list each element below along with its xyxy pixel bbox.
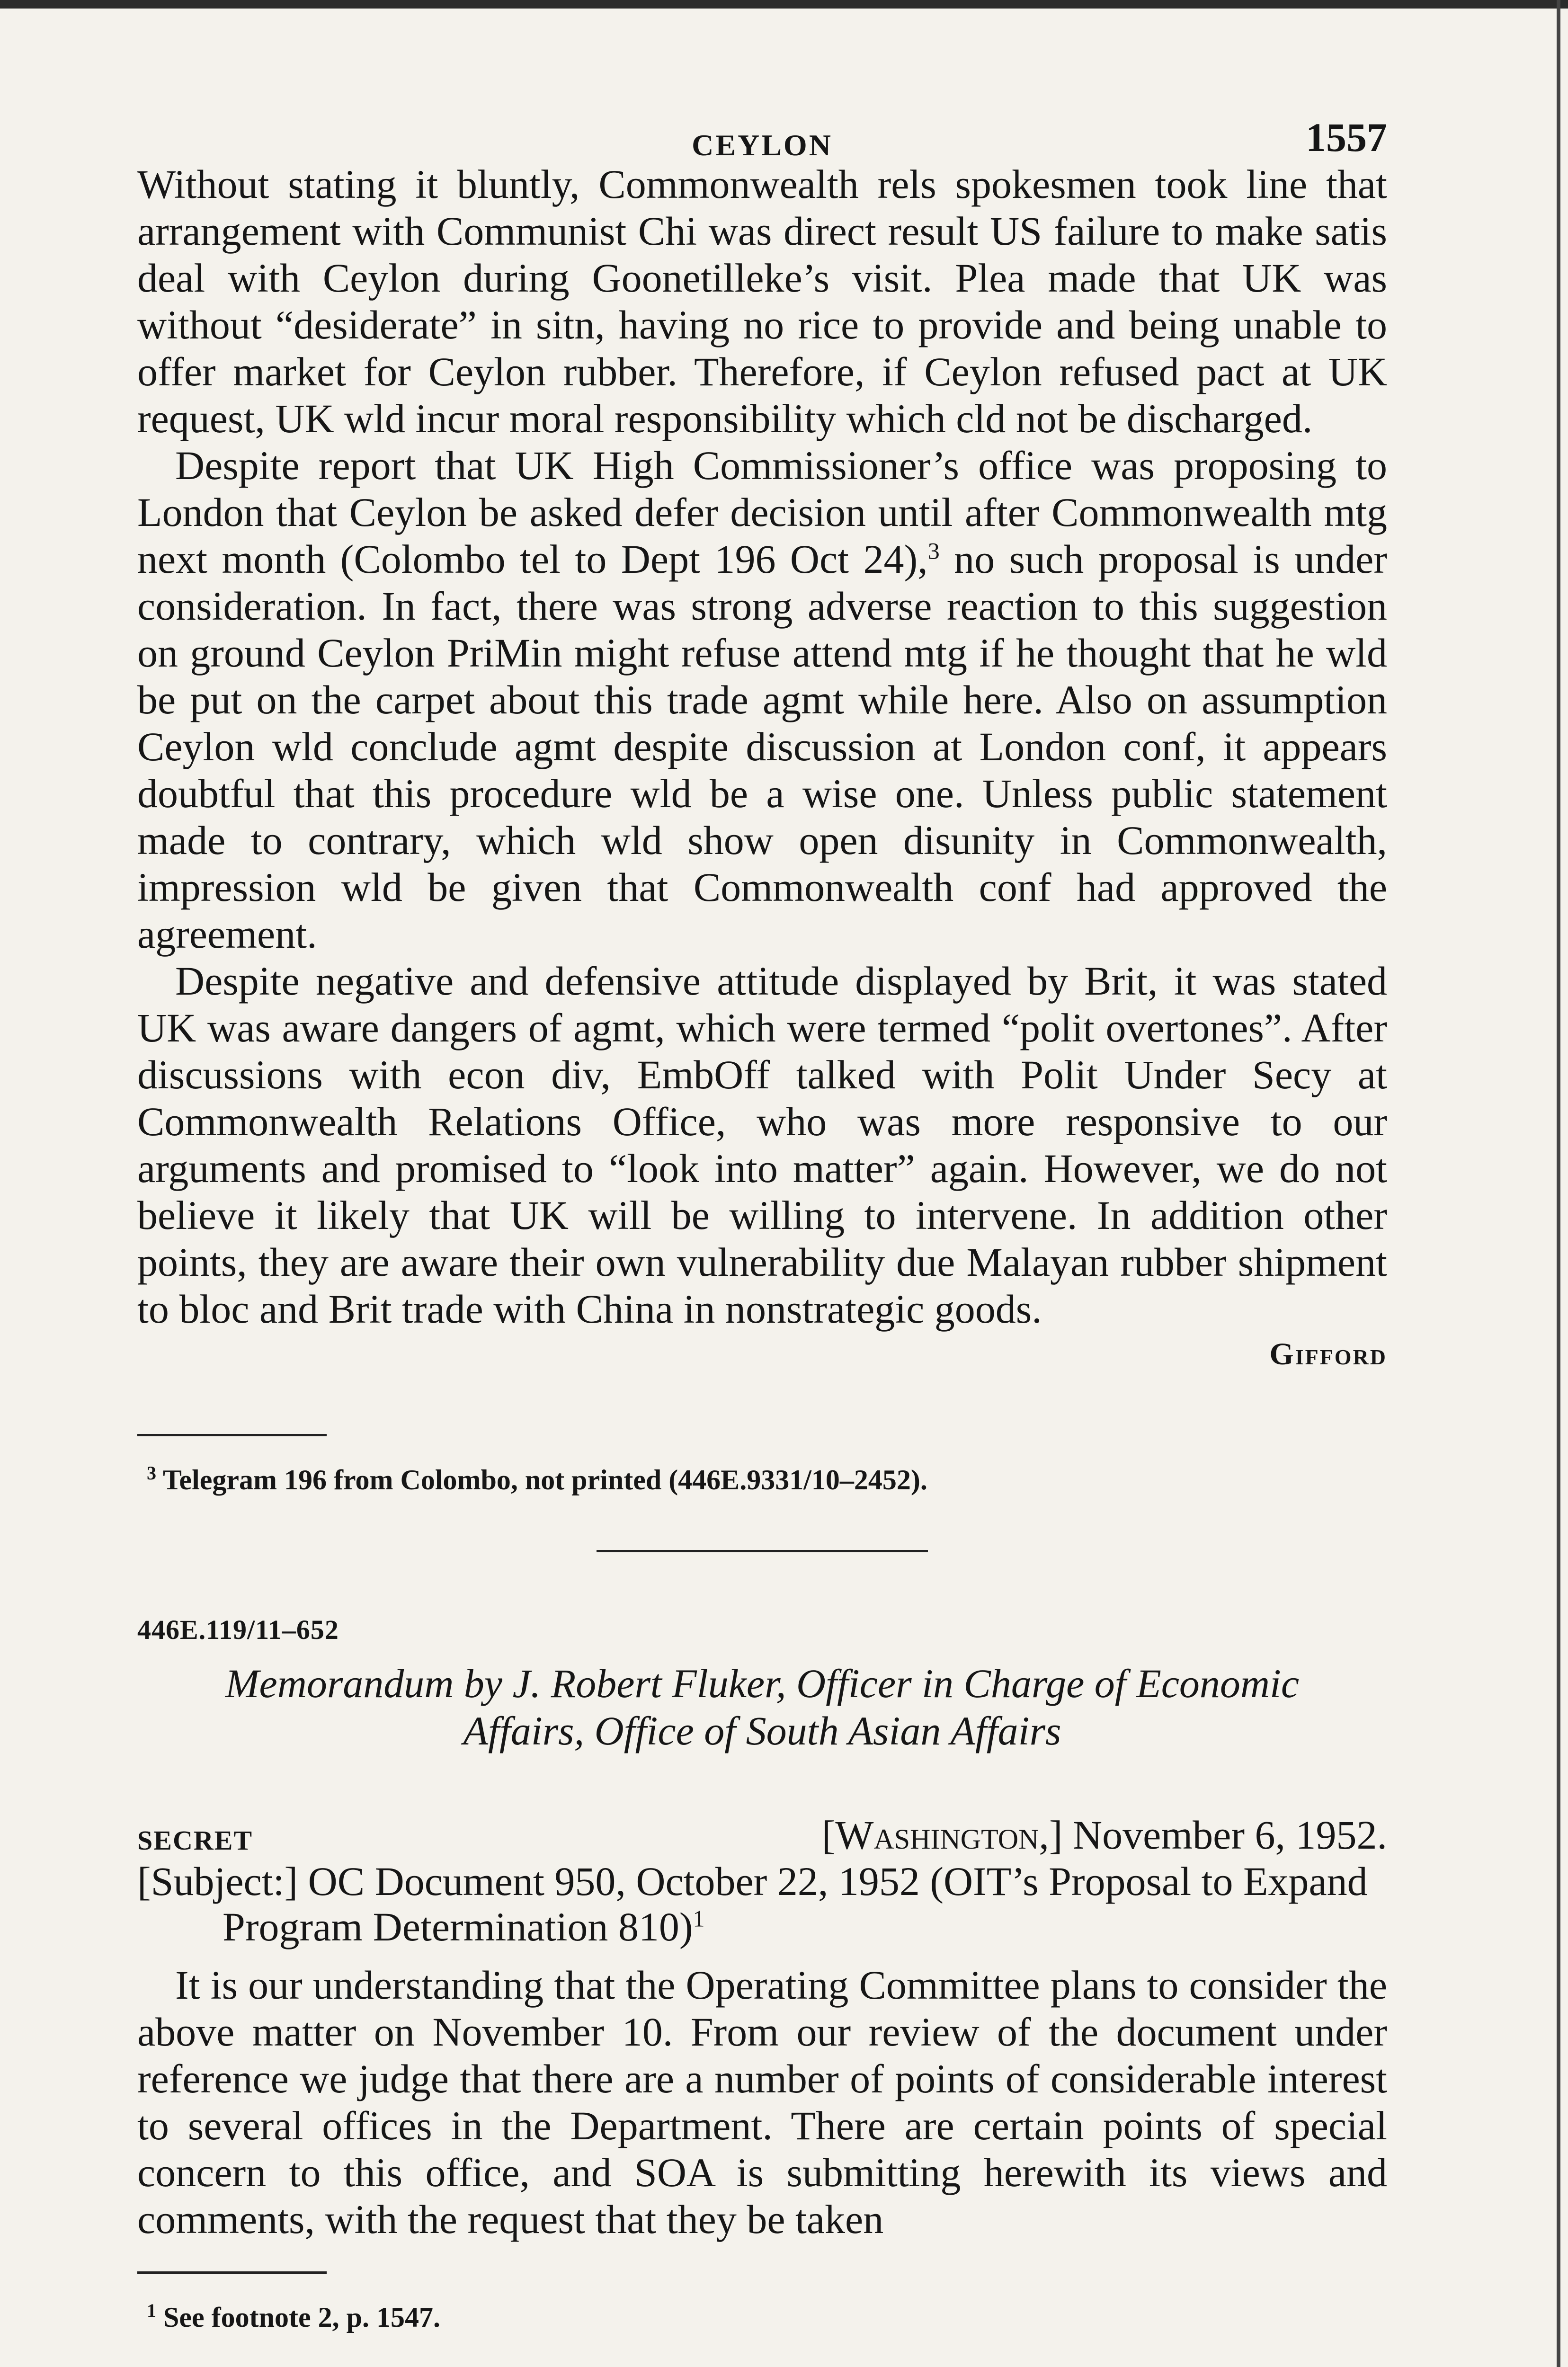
running-head — [137, 109, 1387, 161]
subject-text: [Subject:] OC Document 950, October 22, 1952 (OIT’s Proposal to Expand Program Determination 810) — [137, 1859, 1368, 1949]
paragraph-3: Despite negative and defensive attitude displayed by Brit, it was stated UK was aware dangers of agmt, which were termed “polit overtones”. After discussions with econ div, EmbOff talked with Polit Under Secy at Commonwealth Relations Office, who was more responsive to our arguments and promised to “look into matter” again. However, we do not believe it likely that UK will be willing to intervene. In addition other points, they are aware their own vulnerability due Malayan rubber shipment to bloc and Brit trade with China in nonstrategic goods. — [137, 958, 1387, 1332]
file-number: 446E.119/11–652 — [137, 1614, 339, 1645]
footnote-ref-1: 1 — [693, 1905, 705, 1932]
page-number: 1557 — [1306, 115, 1387, 160]
document-title — [137, 1660, 1387, 1754]
footnote-1 — [137, 2293, 1387, 2335]
memo-body: It is our understanding that the Operating Committee plans to consider the above matter on November 10. From our review of the document under reference we judge that there are a number of points of considerable interest to several offices in the Department. There are certain points of special concern to this office, and SOA is submitting herewith its views and comments, with the request that they be taken — [137, 1962, 1387, 2242]
classification-label: SECRET — [137, 1825, 253, 1856]
subject-line — [137, 1859, 1387, 1949]
footnote-ref-3: 3 — [927, 537, 940, 564]
paragraph-2 — [137, 442, 1387, 958]
footnote-1-text: See footnote 2, p. 1547. — [163, 2302, 440, 2333]
place-date — [822, 1811, 1387, 1859]
paragraph-2-text-a: Despite report that UK High Commissioner’s office was proposing to London that Ceylon be asked defer decision until after Commonwealth mtg next month (Colombo tel to Dept 196 Oct 24), — [137, 443, 1387, 582]
footnote-3-mark: 3 — [147, 1462, 156, 1484]
dateline — [137, 1811, 1387, 1859]
signature: Gifford — [1269, 1337, 1387, 1371]
footnote-1-mark: 1 — [147, 2300, 156, 2321]
document-title-line-1: Memorandum by J. Robert Fluker, Officer in Charge of Economic — [225, 1661, 1300, 1706]
place: [Washington,] — [821, 1812, 1063, 1858]
paragraph-1: Without stating it bluntly, Commonwealth rels spokesmen took line that arrangement with Communist Chi was direct result US failure to make satis deal with Ceylon during Goonetilleke’s visit. Plea made that UK was without “desiderate” in sitn, having no rice to provide and being unable to offer market for Ceylon rubber. Therefore, if Ceylon refused pact at UK request, UK wld incur moral responsibility which cld not be discharged. — [137, 161, 1387, 441]
date: November 6, 1952. — [1073, 1812, 1387, 1858]
page — [137, 109, 1387, 2335]
document-title-line-2: Affairs, Office of South Asian Affairs — [463, 1708, 1061, 1753]
right-border — [1557, 0, 1560, 2367]
footnote-3-text: Telegram 196 from Colombo, not printed (446E.9331/10–2452). — [162, 1464, 927, 1495]
top-border — [0, 0, 1568, 9]
footnote-rule — [137, 1434, 327, 1436]
paragraph-2-text-b: no such proposal is under consideration. In fact, there was strong adverse reaction to this suggestion on ground Ceylon PriMin might refuse attend mtg if he thought that he wld be put on the carpet about this trade agmt while here. Also on assumption Ceylon wld conclude agmt despite discussion at London conf, it appears doubtful that this procedure wld be a wise one. Unless public statement made to contrary, which wld show open disunity in Commonwealth, impression wld be given that Commonwealth conf had approved the agreement. — [137, 536, 1387, 957]
footnote-rule-2 — [137, 2271, 327, 2274]
running-title: CEYLON — [692, 128, 833, 162]
footnote-3 — [137, 1455, 1387, 1498]
section-divider — [597, 1550, 928, 1552]
